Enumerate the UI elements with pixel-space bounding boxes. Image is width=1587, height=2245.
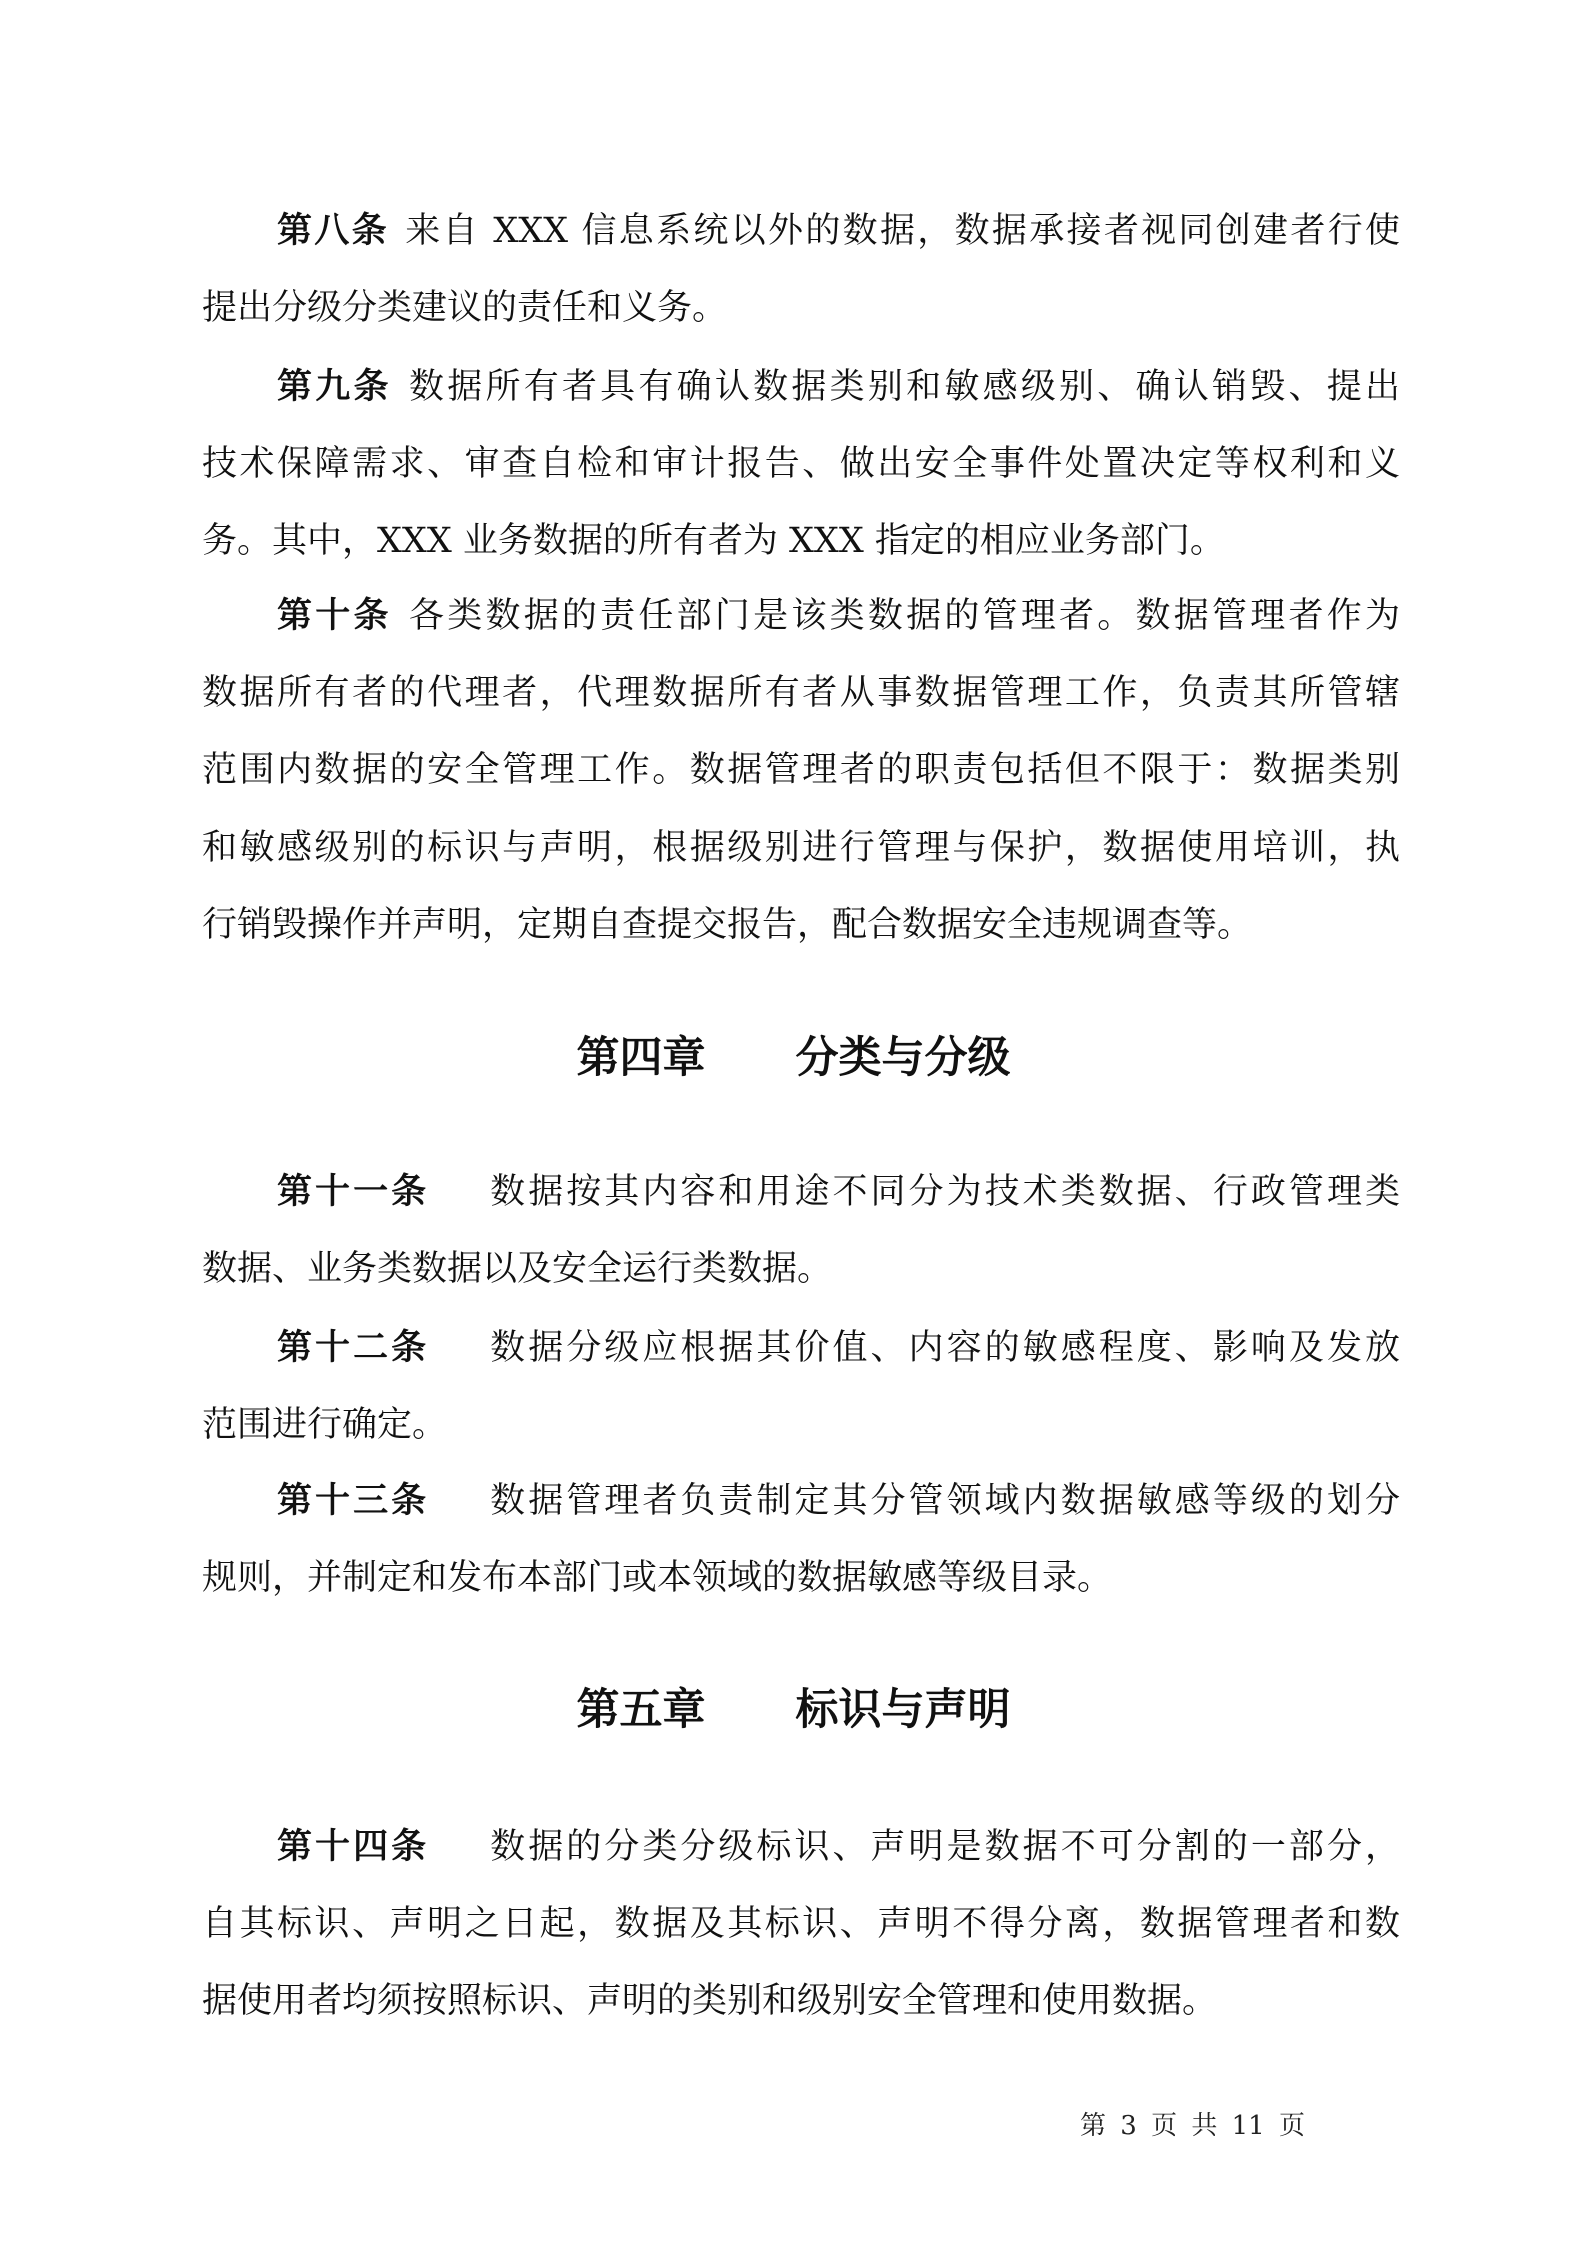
article-text: 据使用者均须按照标识、声明的类别和级别安全管理和使用数据。 <box>202 1981 1218 2021</box>
chapter-4-heading <box>0 1028 1587 1088</box>
chapter-5-heading <box>0 1680 1587 1740</box>
article-text: 范围内数据的安全管理工作。数据管理者的职责包括但不限于：数据类别 <box>202 750 1400 790</box>
article-text: 范围进行确定。 <box>202 1404 448 1445</box>
article-text: 数据所有者具有确认数据类别和敏感级别、确认销毁、提出 <box>405 367 1400 407</box>
article-text: 数据分级应根据其价值、内容的敏感程度、影响及发放 <box>487 1328 1400 1368</box>
article-8 <box>202 192 1400 347</box>
article-text: 和敏感级别的标识与声明，根据级别进行管理与保护，数据使用培训，执 <box>202 827 1400 868</box>
article-text: 数据、业务类数据以及安全运行类数据。 <box>202 1248 833 1289</box>
article-text: 规则，并制定和发布本部门或本领域的数据敏感等级目录。 <box>202 1557 1113 1598</box>
chapter-title: 分类与分级 <box>795 1033 1011 1083</box>
article-text: 数据所有者的代理者，代理数据所有者从事数据管理工作，负责其所管辖 <box>202 672 1400 713</box>
article-12 <box>202 1309 1400 1464</box>
article-11 <box>202 1153 1400 1308</box>
article-label: 第十一条 <box>277 1171 430 1212</box>
article-label: 第十条 <box>277 595 392 636</box>
article-9 <box>202 348 1400 581</box>
article-14 <box>202 1808 1400 2041</box>
article-text: 数据的分类分级标识、声明是数据不可分割的一部分， <box>487 1827 1400 1867</box>
article-label: 第九条 <box>277 366 392 407</box>
article-label: 第十四条 <box>277 1826 430 1867</box>
article-text: 自其标识、声明之日起，数据及其标识、声明不得分离，数据管理者和数 <box>202 1903 1400 1944</box>
article-text: 技术保障需求、审查自检和审计报告、做出安全事件处置决定等权利和义 <box>202 443 1400 484</box>
article-13 <box>202 1462 1400 1617</box>
chapter-number: 第五章 <box>576 1685 706 1735</box>
article-text: 各类数据的责任部门是该类数据的管理者。数据管理者作为 <box>405 596 1400 636</box>
article-label: 第八条 <box>277 210 389 251</box>
page-number: 第 3 页 共 11 页 <box>1080 2111 1305 2141</box>
article-10 <box>202 577 1400 965</box>
article-text: 数据按其内容和用途不同分为技术类数据、行政管理类 <box>487 1172 1400 1212</box>
chapter-title: 标识与声明 <box>795 1685 1011 1735</box>
article-text: 行销毁操作并声明，定期自查提交报告，配合数据安全违规调查等。 <box>202 905 1253 945</box>
chapter-number: 第四章 <box>576 1033 706 1083</box>
article-text: 来自 XXX 信息系统以外的数据，数据承接者视同创建者行使 <box>402 211 1400 251</box>
article-text: 务。其中，XXX 业务数据的所有者为 XXX 指定的相应业务部门。 <box>202 521 1225 561</box>
article-label: 第十三条 <box>277 1480 430 1521</box>
article-text: 提出分级分类建议的责任和义务。 <box>202 287 728 328</box>
article-text: 数据管理者负责制定其分管领域内数据敏感等级的划分 <box>487 1481 1400 1521</box>
article-label: 第十二条 <box>277 1327 430 1368</box>
